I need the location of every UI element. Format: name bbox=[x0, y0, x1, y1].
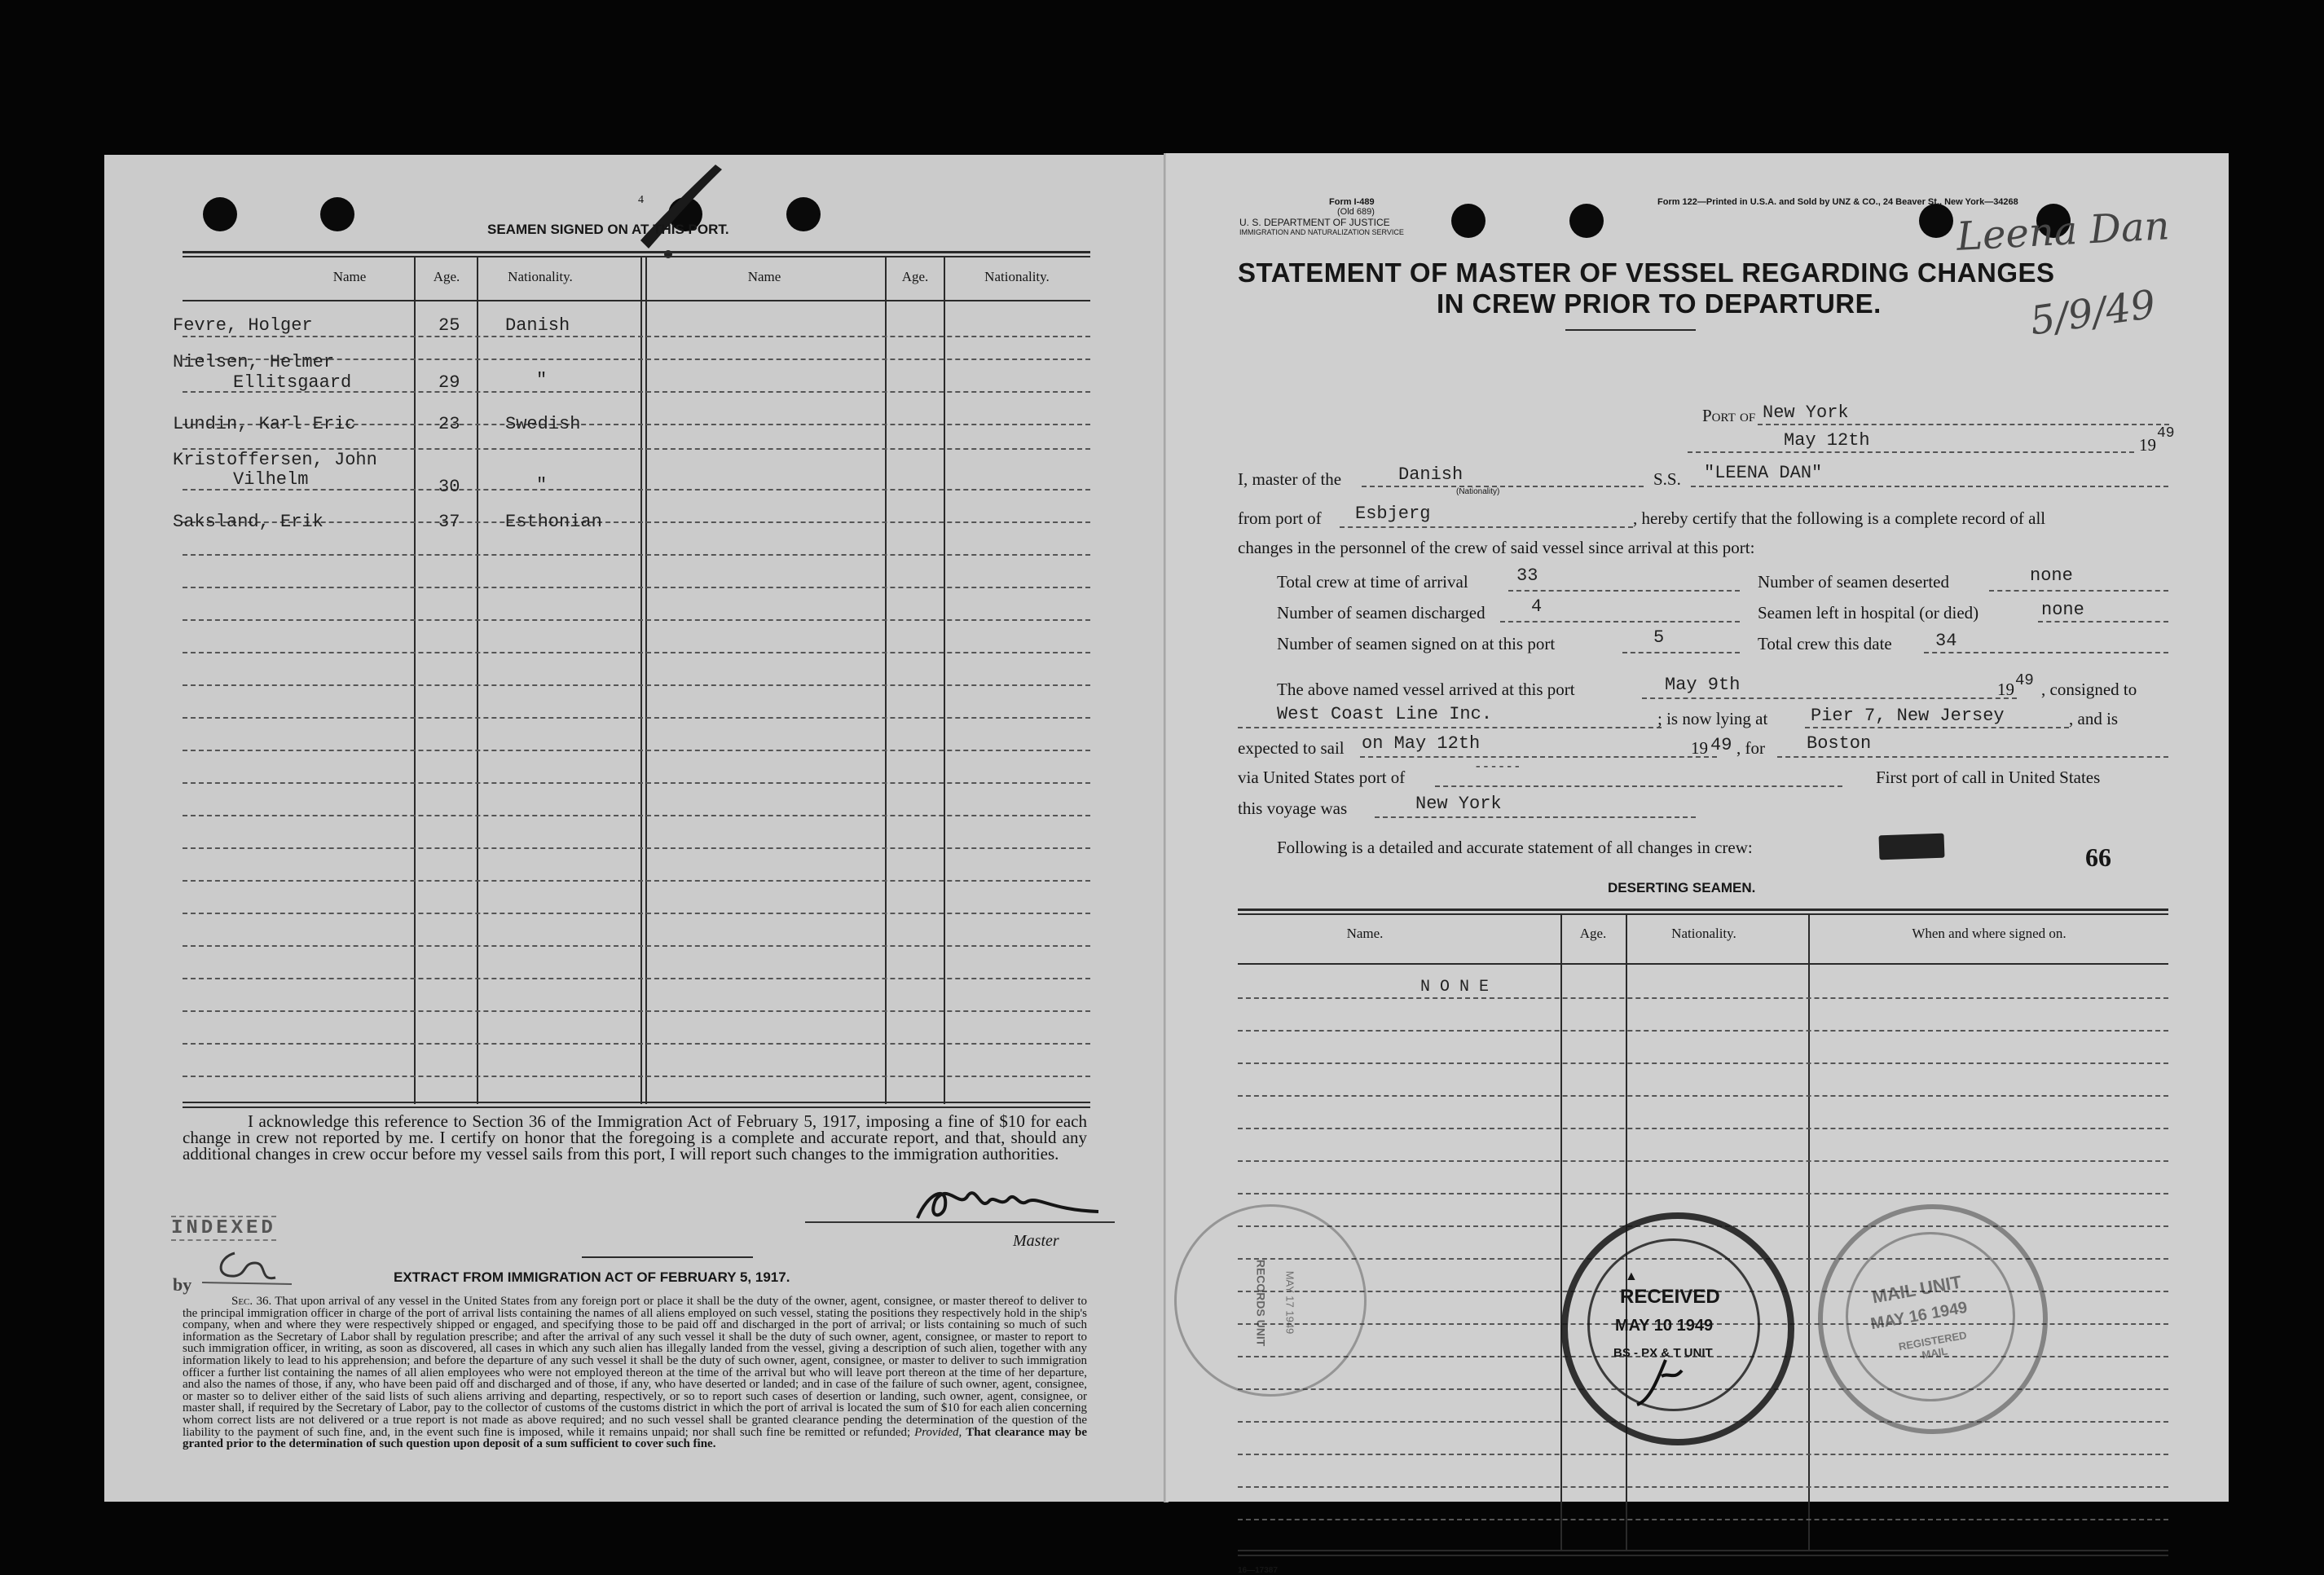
row-line bbox=[183, 847, 1090, 849]
lying-label: ; is now lying at bbox=[1657, 709, 1768, 728]
extract-title: EXTRACT FROM IMMIGRATION ACT OF FEBRUARY 5, 1917. bbox=[394, 1269, 790, 1285]
punch-hole bbox=[1919, 204, 1953, 238]
arrived-value: May 9th bbox=[1665, 675, 1741, 695]
punch-hole bbox=[320, 197, 354, 231]
deserting-title: DESERTING SEAMEN. bbox=[1608, 880, 1756, 895]
expected-value: on May 12th bbox=[1362, 733, 1481, 754]
seaman-name-cont: Vilhelm bbox=[233, 469, 309, 490]
row-line bbox=[1238, 1519, 2168, 1520]
col-header-nationality: Nationality. bbox=[984, 269, 1050, 284]
received-stamp-unit: BS - PX & T UNIT bbox=[1613, 1346, 1713, 1360]
total-date-label: Total crew this date bbox=[1758, 634, 1892, 653]
punch-hole bbox=[203, 197, 237, 231]
master-of-label: I, master of the bbox=[1238, 469, 1342, 489]
column-divider bbox=[1808, 914, 1810, 1551]
page-number: 4 bbox=[638, 194, 644, 206]
ss-label: S.S. bbox=[1653, 469, 1681, 489]
column-divider bbox=[885, 257, 887, 1104]
report-date: May 12th bbox=[1784, 430, 1870, 451]
fill-line bbox=[1362, 486, 1644, 487]
via-label: via United States port of bbox=[1238, 768, 1406, 787]
expected-label: expected to sail bbox=[1238, 738, 1345, 758]
seaman-name: Saksland, Erik bbox=[173, 512, 324, 532]
for-label: , for bbox=[1736, 738, 1765, 758]
row-line bbox=[183, 554, 1090, 556]
row-line bbox=[183, 684, 1090, 686]
rule bbox=[1238, 963, 2168, 965]
signed-on-value: 5 bbox=[1653, 627, 1665, 648]
seaman-nationality: " bbox=[536, 370, 548, 390]
mail-unit-stamp bbox=[1818, 1204, 2048, 1434]
acknowledgement-text: I acknowledge this reference to Section 36 of the Immigration Act of February 5, 1917, imposing a fine of $10 for each change in crew not reported by me. I certify on honor that the foregoing is a complete and accurate report, and that, should any additional changes in crew occur before my vessel sails from this port, I will report such changes to the immigration authorities. bbox=[183, 1111, 1087, 1164]
mail-unit-stamp-label: MAIL UNIT bbox=[1870, 1271, 1964, 1308]
fill-line bbox=[1238, 727, 1662, 728]
consignee-value: West Coast Line Inc. bbox=[1277, 704, 1493, 724]
punch-hole bbox=[1451, 204, 1486, 238]
total-arrival-value: 33 bbox=[1516, 565, 1538, 586]
rule bbox=[1238, 913, 2168, 915]
right-page bbox=[1166, 153, 2229, 1575]
rule bbox=[183, 1106, 1090, 1108]
handwritten-date: 5/9/49 bbox=[2027, 281, 2159, 345]
fill-line bbox=[1688, 451, 2134, 453]
fill-line bbox=[1360, 756, 1717, 758]
column-divider bbox=[645, 257, 647, 1104]
nationality-caption: (Nationality) bbox=[1456, 487, 1500, 496]
service-name: IMMIGRATION AND NATURALIZATION SERVICE bbox=[1239, 228, 1404, 236]
col-header-nationality: Nationality. bbox=[508, 269, 573, 284]
extract-lead: Sec. 36. bbox=[231, 1295, 272, 1308]
row-line bbox=[1238, 1160, 2168, 1162]
row-line bbox=[183, 336, 1090, 337]
from-port-value: Esbjerg bbox=[1355, 504, 1431, 524]
year-prefix: 19 bbox=[2139, 435, 2156, 455]
row-line bbox=[183, 782, 1090, 784]
indexed-stamp: INDEXED bbox=[171, 1217, 276, 1239]
row-line bbox=[183, 815, 1090, 816]
received-stamp-initials bbox=[1633, 1356, 1698, 1413]
fill-line bbox=[1622, 652, 1740, 653]
from-port-label: from port of bbox=[1238, 508, 1322, 528]
row-line bbox=[183, 978, 1090, 979]
rule bbox=[1238, 908, 2168, 911]
seaman-age: 23 bbox=[438, 414, 460, 434]
fill-line bbox=[1777, 756, 2168, 758]
row-line bbox=[1238, 1030, 2168, 1032]
rule bbox=[183, 300, 1090, 301]
redaction-mark bbox=[1879, 834, 1945, 860]
seaman-name: Fevre, Holger bbox=[173, 315, 313, 336]
seaman-name: Kristoffersen, John bbox=[173, 450, 377, 470]
row-line bbox=[183, 1043, 1090, 1045]
voyage-label: this voyage was bbox=[1238, 798, 1348, 818]
fill-line bbox=[1805, 727, 2069, 728]
mail-unit-stamp-sub: REGISTERED MAIL bbox=[1897, 1328, 1968, 1362]
received-stamp bbox=[1561, 1212, 1794, 1445]
seaman-nationality: " bbox=[536, 475, 548, 495]
seaman-age: 29 bbox=[438, 372, 460, 393]
fill-line bbox=[1508, 590, 1740, 592]
changes-text: changes in the personnel of the crew of said vessel since arrival at this port: bbox=[1238, 538, 1755, 557]
indexed-initials bbox=[202, 1245, 292, 1286]
lying-value: Pier 7, New Jersey bbox=[1811, 706, 2005, 726]
year-value: 49 bbox=[2157, 425, 2175, 442]
col-header-name: Name bbox=[747, 269, 781, 284]
fill-line bbox=[1924, 652, 2168, 653]
col-header-age: Age. bbox=[433, 269, 460, 284]
col-header-name: Name. bbox=[1346, 926, 1384, 941]
ss-value: "LEENA DAN" bbox=[1704, 463, 1823, 483]
ink-smudge bbox=[634, 163, 732, 261]
rule bbox=[1238, 1550, 2168, 1551]
fill-line bbox=[1642, 697, 2017, 699]
rule bbox=[183, 251, 1090, 253]
seaman-nationality: Swedish bbox=[505, 414, 581, 434]
seaman-name-cont: Ellitsgaard bbox=[233, 372, 352, 393]
total-arrival-label: Total crew at time of arrival bbox=[1277, 572, 1468, 592]
form-title-line1: STATEMENT OF MASTER OF VESSEL REGARDING CHANGES bbox=[1238, 257, 2055, 288]
received-stamp-label: RECEIVED bbox=[1620, 1286, 1720, 1308]
row-line bbox=[183, 652, 1090, 653]
row-line bbox=[183, 717, 1090, 719]
punch-hole bbox=[786, 197, 821, 231]
row-line bbox=[1238, 1193, 2168, 1194]
fill-line bbox=[2038, 621, 2168, 623]
fill-line bbox=[1340, 526, 1633, 528]
master-label: Master bbox=[1013, 1232, 1059, 1250]
row-line bbox=[183, 1076, 1090, 1077]
hospital-value: none bbox=[2041, 600, 2084, 620]
extract-proviso: That clearance may be granted prior to the determination of such question upon deposit of a sum sufficient to cover such fine. bbox=[183, 1425, 1088, 1451]
row-line bbox=[1238, 1095, 2168, 1097]
discharged-label: Number of seamen discharged bbox=[1277, 603, 1486, 623]
nationality-value: Danish bbox=[1398, 464, 1464, 485]
form-old-number: (Old 689) bbox=[1337, 207, 1375, 217]
seaman-age: 37 bbox=[438, 512, 460, 532]
row-line bbox=[1238, 1128, 2168, 1129]
seaman-name: Lundin, Karl Eric bbox=[173, 414, 356, 434]
form-title-line2: IN CREW PRIOR TO DEPARTURE. bbox=[1437, 288, 1882, 319]
records-stamp-date: MAY 17 1949 bbox=[1283, 1270, 1296, 1335]
row-line bbox=[1238, 1062, 2168, 1064]
row-line bbox=[1238, 1486, 2168, 1488]
arrived-label: The above named vessel arrived at this port bbox=[1277, 680, 1575, 699]
row-line bbox=[183, 880, 1090, 882]
department-name: U. S. DEPARTMENT OF JUSTICE bbox=[1239, 217, 1390, 228]
left-page bbox=[104, 155, 1166, 1502]
rule bbox=[1238, 1555, 2168, 1556]
seaman-nationality: Esthonian bbox=[505, 512, 602, 532]
rule bbox=[582, 1256, 753, 1258]
fill-line bbox=[1989, 590, 2168, 592]
none-entry: N O N E bbox=[1420, 978, 1490, 996]
row-line bbox=[183, 587, 1090, 588]
printer-line: Form 122—Printed in U.S.A. and Sold by UNZ & CO., 24 Beaver St., New York—34268 bbox=[1657, 197, 2018, 207]
sail-year-prefix: 19 bbox=[1691, 738, 1708, 758]
row-line bbox=[183, 489, 1090, 491]
rule bbox=[183, 256, 1090, 257]
column-divider bbox=[1560, 914, 1562, 1551]
col-header-nationality: Nationality. bbox=[1671, 926, 1736, 941]
form-number: Form I-489 bbox=[1329, 197, 1375, 207]
fill-line bbox=[1691, 486, 2168, 487]
punch-hole bbox=[1569, 204, 1604, 238]
row-line bbox=[1238, 997, 2168, 999]
voyage-value: New York bbox=[1415, 794, 1502, 814]
certify-text: , hereby certify that the following is a complete record of all bbox=[1633, 508, 2046, 528]
received-stamp-arrow: ▲ bbox=[1625, 1269, 1638, 1283]
fill-line bbox=[1435, 785, 1842, 787]
total-date-value: 34 bbox=[1935, 631, 1957, 651]
port-of-value: New York bbox=[1763, 403, 1849, 423]
sail-year: 49 bbox=[1710, 735, 1732, 755]
mail-unit-stamp-date: MAY 16 1949 bbox=[1868, 1298, 1970, 1334]
col-header-age: Age. bbox=[1579, 926, 1607, 941]
col-header-signed-on: When and where signed on. bbox=[1912, 926, 2067, 941]
deserted-label: Number of seamen deserted bbox=[1758, 572, 1949, 592]
indexed-by-label: by bbox=[173, 1274, 192, 1295]
row-line bbox=[183, 945, 1090, 947]
extract-proviso-word: Provided, bbox=[914, 1425, 962, 1439]
column-divider bbox=[640, 257, 642, 1104]
signed-on-label: Number of seamen signed on at this port bbox=[1277, 634, 1556, 653]
row-line bbox=[1238, 1454, 2168, 1455]
column-divider bbox=[477, 257, 478, 1104]
extract-text bbox=[183, 1296, 1087, 1450]
rule bbox=[1565, 329, 1696, 331]
first-port-label: First port of call in United States bbox=[1876, 768, 2101, 787]
fill-line bbox=[1375, 816, 1696, 818]
fill-line bbox=[1758, 424, 2169, 425]
column-divider bbox=[414, 257, 416, 1104]
row-line bbox=[183, 1010, 1090, 1012]
hospital-label: Seamen left in hospital (or died) bbox=[1758, 603, 1979, 623]
extract-body: That upon arrival of any vessel in the United States from any foreign port or place it shall be the duty of the owner, agent, consignee, or master thereof to deliver to the principal immigration officer in charge of the port of arrival lists containing the names of all aliens employed on such vessel, stating the positions they respectively hold in the ship's company, when and where they were respectively shipped or engaged, and specifying those to be paid off and discharged in the port of arrival; or lists containing so much of such information as the Secretary of Labor shall by regulation prescribe; and after the arrival of any such vessel it shall be the duty of such owner, agent, consignee, or master to report to such immigration officer, in writing, as soon as discovered, all cases in which any such alien has illegally landed from the vessel, giving a description of such alien, together with any information likely to lead to his apprehension; and before the departure of any such vessel it shall be the duty of such owner, agent, consignee, or master to deliver to such immigration officer a further list containing the names of all alien employees who were not employed thereon at the time of the arrival but who will leave port thereon at the time of her departure, and also the names of those, if any, who have been paid off and discharged and of those, if any, who have deserted or landed; and in case of the failure of such owner, agent, consignee, or master so to deliver either of the said lists of such aliens arriving and departing, respectively, or so to report such cases of desertion or landing, such owner, agent, consignee, or master shall, if required by the Secretary of Labor, pay to the collector of customs of the customs district in which the port of arrival is located the sum of $10 for each alien concerning whom correct lists are not delivered or a true report is not made as above required; and no such vessel shall be granted clearance pending the determination of the question of the liability to the payment of such fine, and, in the event such fine is imposed, while it remains unpaid; nor shall such fine be remitted or refunded; bbox=[183, 1295, 1087, 1439]
arrived-year: 49 bbox=[2015, 671, 2034, 689]
seaman-name: Nielsen, Helmer bbox=[173, 352, 335, 372]
following-text: Following is a detailed and accurate statement of all changes in crew: bbox=[1277, 838, 1753, 857]
seaman-nationality: Danish bbox=[505, 315, 570, 336]
records-stamp-label: RECORDS UNIT bbox=[1254, 1259, 1268, 1347]
seaman-age: 25 bbox=[438, 315, 460, 336]
row-line bbox=[183, 750, 1090, 751]
rule bbox=[183, 1102, 1090, 1103]
col-header-name: Name bbox=[332, 269, 367, 284]
column-divider bbox=[944, 257, 945, 1104]
deserted-value: none bbox=[2030, 565, 2073, 586]
seaman-age: 30 bbox=[438, 477, 460, 497]
for-value: Boston bbox=[1807, 733, 1872, 754]
consigned-label: , consigned to bbox=[2041, 680, 2137, 699]
arrived-year-prefix: 19 bbox=[1997, 680, 2014, 699]
page-number: 66 bbox=[2085, 842, 2111, 872]
and-is-label: , and is bbox=[2069, 709, 2119, 728]
records-stamp bbox=[1174, 1204, 1367, 1397]
fill-line bbox=[1500, 621, 1740, 623]
port-of-label: Port of bbox=[1702, 406, 1756, 425]
col-header-age: Age. bbox=[901, 269, 929, 284]
row-line bbox=[183, 913, 1090, 914]
master-signature bbox=[805, 1177, 1115, 1226]
received-stamp-date: MAY 10 1949 bbox=[1615, 1317, 1714, 1335]
discharged-value: 4 bbox=[1531, 596, 1543, 617]
section-title: SEAMEN SIGNED ON AT THIS PORT. bbox=[487, 222, 729, 237]
form-code: 16—17387 bbox=[1238, 1566, 1278, 1575]
via-value: ------ bbox=[1474, 759, 1521, 774]
handwritten-vessel-name: Leena Dan bbox=[1955, 203, 2171, 260]
row-line bbox=[183, 619, 1090, 621]
